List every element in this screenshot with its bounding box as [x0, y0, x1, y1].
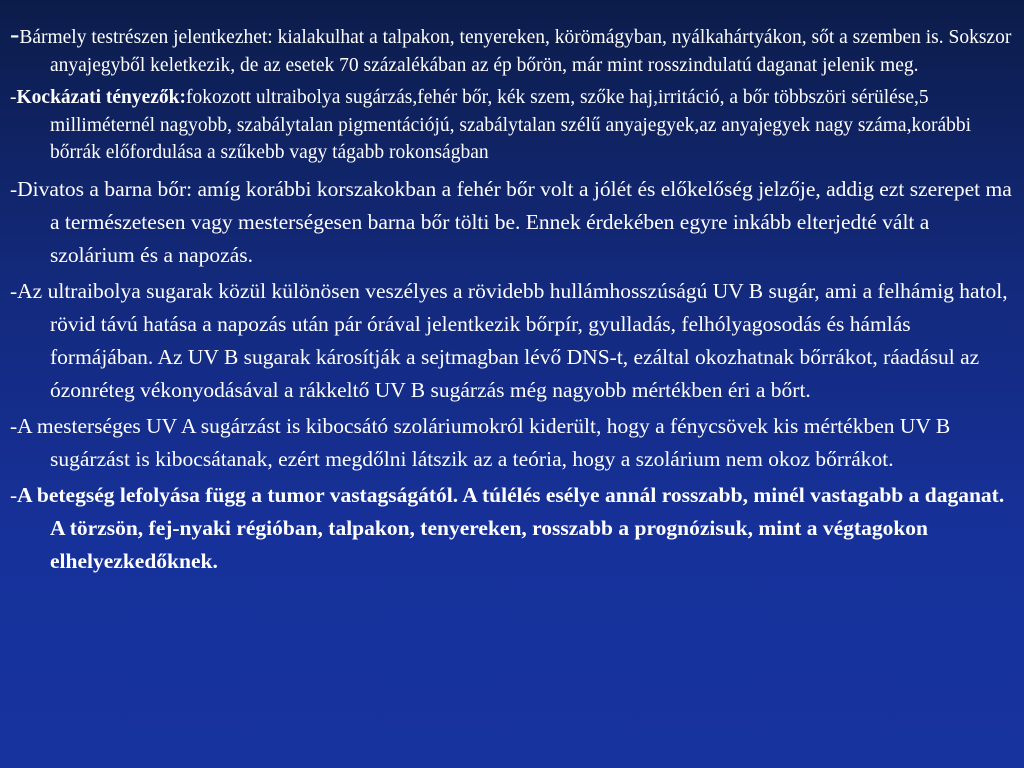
paragraph-dash: - — [10, 482, 18, 507]
paragraph-uv-b: -Az ultraibolya sugarak közül különösen veszélyes a rövidebb hullámhosszúságú UV B sugár, ami a felhámig hatol, rövid távú hatása a napozás után pár órával jelentkezik bőrpír, gyulladás, felhólyagosodás és hámlás formájában. Az UV B sugarak károsítják a sejtmagban lévő DNS-t, ezáltal okozhatnak bőrrákot, ráadásul az ózonréteg vékonyodásával a rákkeltő UV B sugárzás még nagyobb mértékben éri a bőrt. — [10, 278, 1008, 402]
paragraph-risk-factors — [10, 84, 1014, 167]
paragraph-text: Bármely testrészen jelentkezhet: kialakulhat a talpakon, tenyereken, körömágyban, nyálkahártyákon, sőt a szemben is. Sokszor anyajegyből keletkezik, de az esetek 70 százalékában az ép bőrön, már mint rosszindulatú daganat jelenik meg. — [19, 27, 1012, 76]
slide-content — [10, 19, 1014, 578]
risk-factors-label: Kockázati tényezők: — [16, 87, 187, 108]
paragraph-dash: - — [10, 19, 20, 50]
paragraph-solarium: -A mesterséges UV A sugárzást is kibocsátó szoláriumokról kiderült, hogy a fénycsövek kis mértékben UV B sugárzást is kibocsátanak, ezért megdőlni látszik az a teória, hogy a szolárium nem okoz bőrrákot. — [10, 413, 951, 471]
paragraph-dash: - — [10, 87, 17, 108]
paragraph-location — [10, 19, 1014, 79]
paragraph-tanned-skin: -Divatos a barna bőr: amíg korábbi korszakokban a fehér bőr volt a jólét és előkelőség jelzője, addig ezt szerepet ma a természetesen vagy mesterségesen barna bőr tölti be. Ennek érdekében egyre inkább elterjedté vált a szolárium és a napozás. — [10, 176, 1012, 267]
paragraph-text: fokozott ultraibolya sugárzás,fehér bőr, kék szem, szőke haj,irritáció, a bőr többszöri sérülése,5 milliméternél nagyobb, szabálytalan pigmentációjú, szabálytalan szélű anyajegyek,az anyajegyek nagy száma,korábbi bőrrák előfordulása a szűkebb vagy tágabb rokonságban — [50, 87, 972, 163]
paragraph-prognosis — [10, 479, 1014, 578]
paragraph-text: A betegség lefolyása függ a tumor vastagságától. A túlélés esélye annál rosszabb, minél vastagabb a daganat. A törzsön, fej-nyaki régióban, talpakon, tenyereken, rosszabb a prognózisuk, mint a végtagokon elhelyezkedőknek. — [17, 482, 1005, 573]
